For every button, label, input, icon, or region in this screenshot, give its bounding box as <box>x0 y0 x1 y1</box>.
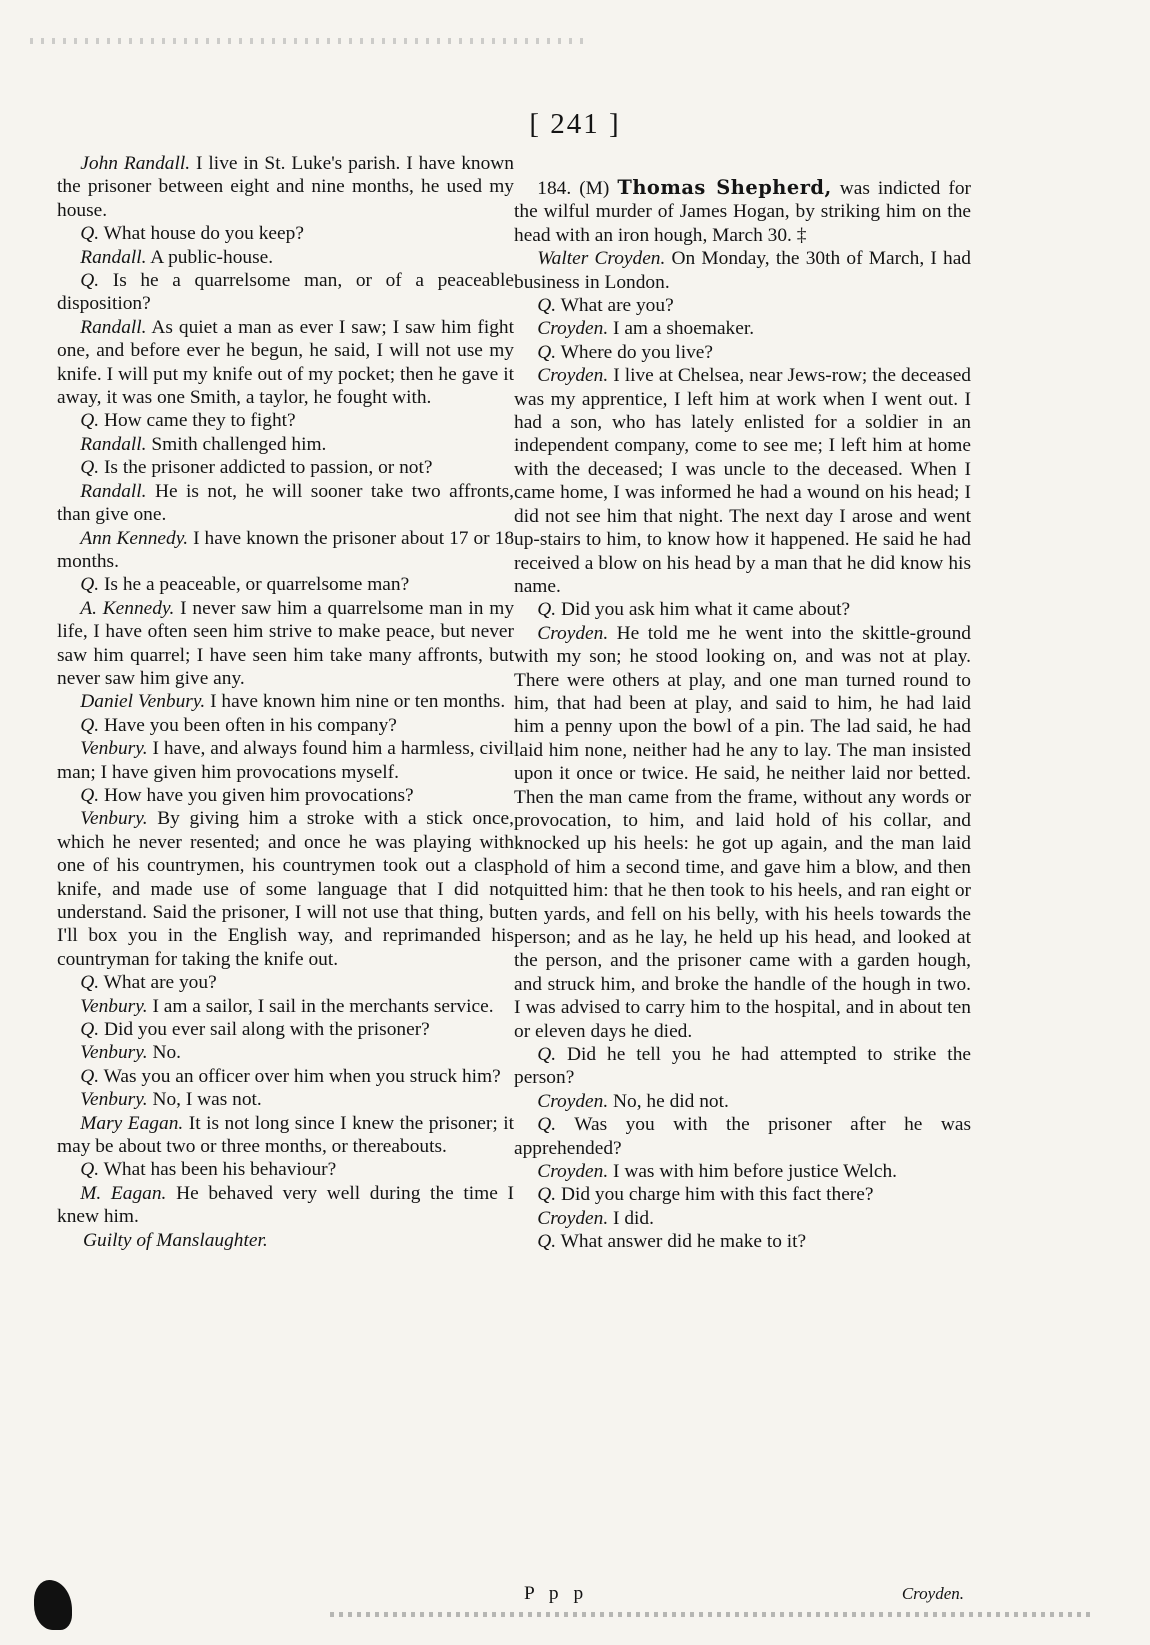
testimony-paragraph <box>57 1018 514 1041</box>
testimony-paragraph <box>514 1183 971 1206</box>
testimony-text: Smith challenged him. <box>146 433 327 455</box>
testimony-text: How came they to fight? <box>99 410 296 432</box>
testimony-text: He is not, he will sooner take two affronts, than give one. <box>57 480 514 526</box>
testimony-paragraph <box>57 316 514 410</box>
speaker-name: Q. <box>80 972 100 994</box>
speaker-name: Q. <box>537 1184 557 1206</box>
speaker-name: Randall. <box>80 480 147 502</box>
testimony-text: Did you charge him with this fact there? <box>556 1184 874 1206</box>
testimony-paragraph <box>57 1088 514 1111</box>
testimony-text: It is not long since I knew the prisoner; it may be about two or three months, or thereabouts. <box>57 1112 514 1158</box>
page-number-header: [ 241 ] <box>529 108 621 140</box>
testimony-text: Was you with the prisoner after he was apprehended? <box>514 1114 971 1159</box>
testimony-paragraph <box>57 807 514 971</box>
testimony-paragraph <box>57 573 514 596</box>
testimony-text: Where do you live? <box>556 341 713 363</box>
testimony-paragraph <box>57 1182 514 1229</box>
testimony-text: No, he did not. <box>608 1090 729 1112</box>
testimony-paragraph <box>514 598 971 621</box>
speaker-name: M. Eagan. <box>80 1182 167 1204</box>
testimony-paragraph <box>514 247 971 294</box>
testimony-text: On Monday, the 30th of March, I had business in London. <box>514 248 972 293</box>
testimony-paragraph <box>57 409 514 432</box>
testimony-text: What are you? <box>99 972 217 994</box>
testimony-text: No. <box>147 1042 181 1064</box>
speaker-name: Q. <box>537 1114 557 1136</box>
testimony-text: Was you an officer over him when you struck him? <box>99 1065 501 1087</box>
speaker-name: Daniel Venbury. <box>80 691 206 713</box>
speaker-name: Venbury. <box>80 1042 148 1064</box>
testimony-text: Did you ask him what it came about? <box>556 599 851 621</box>
testimony-text: I was with him before justice Welch. <box>608 1161 898 1183</box>
testimony-text: I am a shoemaker. <box>608 318 755 340</box>
testimony-paragraph <box>57 1041 514 1064</box>
speaker-name: Croyden. <box>537 622 609 644</box>
testimony-paragraph <box>514 341 971 364</box>
signature-mark: P p p <box>524 1583 589 1604</box>
speaker-name: Ann Kennedy. <box>80 527 189 549</box>
testimony-paragraph <box>57 152 514 222</box>
speaker-name: Q. <box>80 1065 100 1087</box>
testimony-paragraph <box>514 622 971 1043</box>
speaker-name: Q. <box>80 784 100 806</box>
speaker-name: A. Kennedy. <box>80 597 175 619</box>
scan-noise-top <box>30 38 590 44</box>
speaker-name: Q. <box>537 599 557 621</box>
speaker-name: Q. <box>80 270 100 292</box>
testimony-text: Is he a quarrelsome man, or of a peaceable disposition? <box>57 270 514 315</box>
testimony-paragraph <box>57 480 514 527</box>
testimony-text: No, I was not. <box>147 1089 262 1111</box>
speaker-name: Croyden. <box>537 1207 609 1229</box>
testimony-text: As quiet a man as ever I saw; I saw him fight one, and before ever he begun, he said, I will not use my knife. I will put my knife out of my pocket; then he gave it away, it was one Smith, a taylor, he fought with. <box>57 316 514 409</box>
testimony-text: Is he a peaceable, or quarrelsome man? <box>99 574 410 596</box>
testimony-paragraph <box>514 1207 971 1230</box>
testimony-text: I live in St. Luke's parish. I have known the prisoner between eight and nine months, he used my house. <box>57 153 514 221</box>
speaker-name: Croyden. <box>537 318 609 340</box>
testimony-text: I never saw him a quarrelsome man in my life, I have often seen him strive to make peace, but never saw him quarrel; I have seen him take many affronts, but never saw him give any. <box>57 597 515 689</box>
defendant-name: Thomas Shepherd, <box>617 176 832 199</box>
testimony-text: I live at Chelsea, near Jews-row; the deceased was my apprentice, I left him at work when I went out. I had a son, who has lately enlisted for a soldier in an independent company, come to see me; I left him at home with the deceased; I was uncle to the deceased. When I came home, I was informed he had a wound on his head; I did not see him that night. The next day I arose and went up-stairs to him, to know how it happened. He said he had received a blow on his head by a man that he did know his name. <box>514 365 971 597</box>
speaker-name: Venbury. <box>80 995 148 1017</box>
testimony-text: I have, and always found him a harmless, civil man; I have given him provocations myself. <box>57 738 514 783</box>
testimony-paragraph <box>514 317 971 340</box>
speaker-name: Q. <box>80 410 100 432</box>
testimony-paragraph <box>57 222 514 245</box>
speaker-name: Randall. <box>80 433 147 455</box>
testimony-text: What has been his behaviour? <box>99 1159 337 1181</box>
testimony-paragraph <box>514 294 971 317</box>
testimony-paragraph <box>57 527 514 574</box>
testimony-paragraph <box>57 784 514 807</box>
testimony-paragraph <box>57 246 514 269</box>
speaker-name: Q. <box>80 457 100 479</box>
testimony-paragraph <box>57 433 514 456</box>
speaker-name: Randall. <box>80 316 147 338</box>
speaker-name: Venbury. <box>80 1089 148 1111</box>
ink-blot <box>34 1580 72 1630</box>
testimony-text: Did he tell you he had attempted to strike the person? <box>514 1044 971 1089</box>
testimony-paragraph <box>57 690 514 713</box>
testimony-text: I have known him nine or ten months. <box>205 691 506 713</box>
testimony-text: I did. <box>608 1207 654 1229</box>
speaker-name: Q. <box>80 574 100 596</box>
speaker-name: Venbury. <box>80 808 148 830</box>
left-column <box>57 152 514 1252</box>
testimony-paragraph <box>57 971 514 994</box>
testimony-paragraph <box>57 1158 514 1181</box>
testimony-paragraph <box>514 1160 971 1183</box>
testimony-paragraph <box>57 714 514 737</box>
testimony-text: A public-house. <box>146 246 274 268</box>
case-intro <box>514 176 971 247</box>
testimony-paragraph <box>514 1230 971 1253</box>
speaker-name: John Randall. <box>80 153 191 174</box>
speaker-name: Q. <box>80 714 100 736</box>
speaker-name: Q. <box>80 1019 100 1041</box>
testimony-text: Is the prisoner addicted to passion, or not? <box>99 457 433 479</box>
testimony-paragraph <box>514 1043 971 1090</box>
catchword: Croyden. <box>901 1584 964 1603</box>
speaker-name: Q. <box>80 1159 100 1181</box>
speaker-name: Croyden. <box>537 1161 609 1183</box>
testimony-paragraph <box>57 995 514 1018</box>
testimony-text: Did you ever sail along with the prisoner? <box>99 1019 430 1041</box>
testimony-text: By giving him a stroke with a stick once, which he never resented; and once he was playing with one of his countrymen, his countrymen took out a clasp knife, and made use of some language that I did not understand. Said the prisoner, I will not use that thing, but I'll box you in the English way, and reprimanded his countryman for taking the knife out. <box>57 808 514 970</box>
testimony-paragraph <box>57 456 514 479</box>
testimony-text: What are you? <box>556 295 674 317</box>
case-number: 184. (M) <box>537 178 618 199</box>
right-column <box>514 176 971 1254</box>
speaker-name: Q. <box>80 223 100 245</box>
testimony-paragraph <box>57 597 514 691</box>
testimony-text: What answer did he make to it? <box>556 1231 807 1253</box>
speaker-name: Mary Eagan. <box>80 1112 184 1134</box>
testimony-paragraph <box>57 1065 514 1088</box>
testimony-paragraph <box>57 269 514 316</box>
speaker-name: Q. <box>537 1231 557 1253</box>
testimony-paragraph <box>514 1090 971 1113</box>
testimony-text: He behaved very well during the time I knew him. <box>57 1182 514 1228</box>
speaker-name: Q. <box>537 341 557 363</box>
speaker-name: Venbury. <box>80 738 148 760</box>
verdict: Guilty of Manslaughter. <box>83 1229 268 1251</box>
indictment-text: was indicted for the wilful murder of James Hogan, by striking him on the head with an iron hough, March 30. ‡ <box>514 178 971 246</box>
testimony-paragraph <box>514 1113 971 1160</box>
testimony-text: I have known the prisoner about 17 or 18 months. <box>57 527 515 572</box>
scan-noise-bottom <box>330 1612 1090 1617</box>
speaker-name: Q. <box>537 295 557 317</box>
speaker-name: Q. <box>537 1044 557 1066</box>
testimony-paragraph <box>57 1112 514 1159</box>
testimony-text: What house do you keep? <box>99 223 304 245</box>
testimony-text: Have you been often in his company? <box>99 714 397 736</box>
testimony-text: He told me he went into the skittle-ground with my son; he stood looking on, and was not at play. There were others at play, and one man turned round to him, that had been at play, and said to him, he had laid him a penny upon the bowl of a pin. The lad said, he had laid him none, neither had he any to lay. The man insisted upon it once or twice. He said, he neither laid nor betted. Then the man came from the frame, without any words or provocation, to him, and laid hold of his collar, and knocked up his heels: he got up again, and the man laid hold of him a second time, and gave him a blow, and then quitted him: that he then took to his heels, and ran eight or ten yards, and fell on his belly, with his heels towards the person; and as he lay, he held up his head, and looked at the person, and the prisoner came with a garden hough, and struck him, and broke the handle of the hough in two. I was advised to carry him to the hospital, and in about ten or eleven days he died. <box>514 622 971 1042</box>
speaker-name: Croyden. <box>537 365 609 387</box>
testimony-paragraph <box>514 364 971 598</box>
testimony-text: How have you given him provocations? <box>99 784 414 806</box>
speaker-name: Croyden. <box>537 1090 609 1112</box>
testimony-paragraph <box>57 737 514 784</box>
speaker-name: Randall. <box>80 246 147 268</box>
testimony-text: I am a sailor, I sail in the merchants service. <box>147 995 494 1017</box>
speaker-name: Walter Croyden. <box>537 248 666 270</box>
